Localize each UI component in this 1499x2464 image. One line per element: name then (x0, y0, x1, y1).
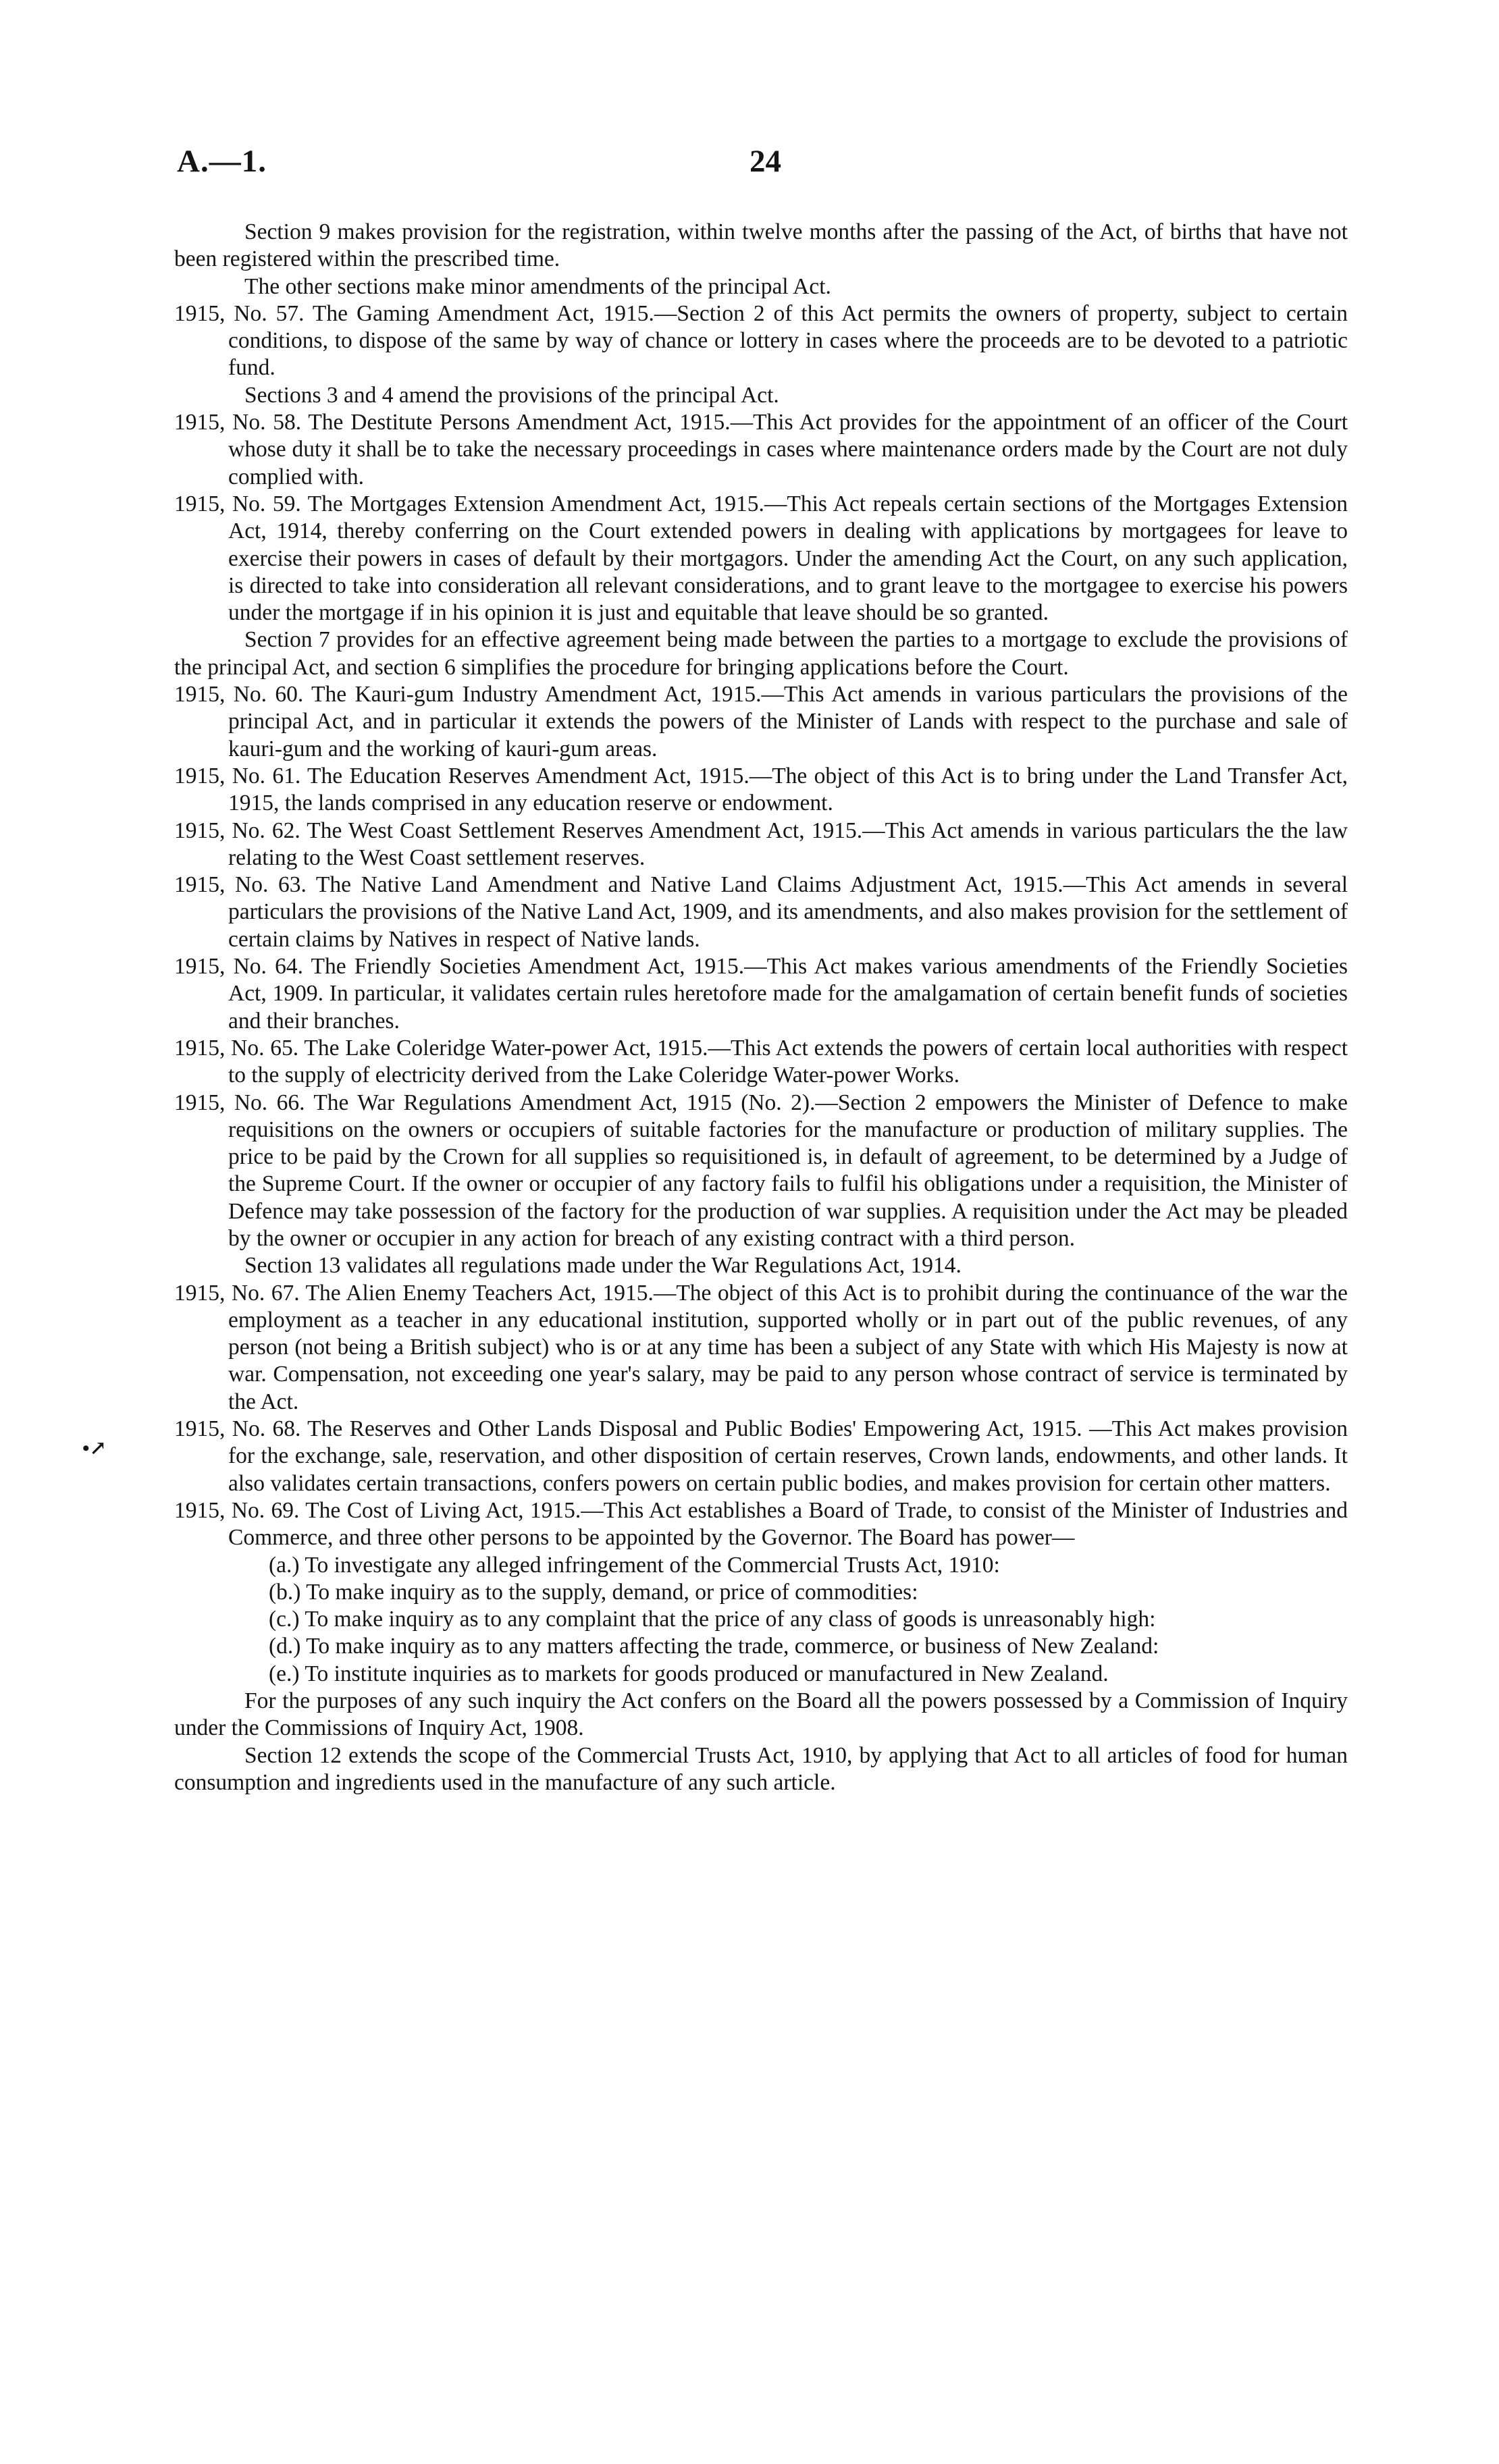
list-item: (d.) To make inquiry as to any matters affecting the trade, commerce, or business of New Zealand: (269, 1634, 1159, 1659)
series-label: A.—1. (177, 144, 267, 179)
margin-mark: •↗ (82, 1437, 107, 1459)
act-entry-62: 1915, No. 62. The West Coast Settlement Reserves Amendment Act, 1915.—This Act amends in various particulars the the law relating to the West Coast settlement reserves. (174, 818, 1348, 870)
act-entry-60: 1915, No. 60. The Kauri-gum Industry Amendment Act, 1915.—This Act amends in various particulars the provisions of the principal Act, and in particular it extends the powers of the Minister of Lands with respect to the purchase and sale of kauri-gum and the working of kauri-gum areas. (174, 682, 1348, 761)
paragraph-other-sections: The other sections make minor amendments of the principal Act. (244, 273, 831, 299)
list-item: (e.) To institute inquiries as to markets for goods produced or manufactured in New Zealand. (269, 1661, 1109, 1686)
page-number: 24 (750, 144, 781, 179)
act-entry-67: 1915, No. 67. The Alien Enemy Teachers Act, 1915.—The object of this Act is to prohibit during the continuance of the war the employment as a teacher in any educational institution, supported wholly or in part out of the public revenues, of any person (not being a British subject) who is or at any time has been a subject of any State with which His Majesty is now at war. Compensation, not exceeding one year's salary, may be paid to any person whose contract of service is terminated by the Act. (174, 1280, 1348, 1414)
paragraph-act-66-section-13: Section 13 validates all regulations made under the War Regulations Act, 1914. (244, 1253, 962, 1279)
act-entry-58: 1915, No. 58. The Destitute Persons Amendment Act, 1915.—This Act provides for the appointment of an officer of the Court whose duty it shall be to take the necessary proceedings in cases where maintenance orders made by the Court are not duly complied with. (174, 410, 1348, 489)
list-item: (c.) To make inquiry as to any complaint that the price of any class of goods is unreasonably high: (269, 1607, 1156, 1632)
paragraph-act-59-section-7: Section 7 provides for an effective agreement being made between the parties to a mortgage to exclude the provisions of the principal Act, and section 6 simplifies the procedure for bringing applications before the Court. (174, 627, 1348, 680)
act-entry-66: 1915, No. 66. The War Regulations Amendment Act, 1915 (No. 2).—Section 2 empowers the Minister of Defence to make requisitions on the owners or occupiers of suitable factories for the manufacture or production of military supplies. The price to be paid by the Crown for all supplies so requisitioned is, in default of agreement, to be determined by a Judge of the Supreme Court. If the owner or occupier of any factory fails to fulfil his obligations under a requisition, the Minister of Defence may take possession of the factory for the production of war supplies. A requisition under the Act may be pleaded by the owner or occupier in any action for breach of any existing contract with a third person. (174, 1090, 1348, 1251)
paragraph-act-57-sections: Sections 3 and 4 amend the provisions of the principal Act. (244, 382, 779, 408)
board-powers-list (174, 1552, 1348, 1688)
list-item: (b.) To make inquiry as to the supply, demand, or price of commodities: (269, 1579, 918, 1605)
act-entry-63: 1915, No. 63. The Native Land Amendment and Native Land Claims Adjustment Act, 1915.—This Act amends in several particulars the provisions of the Native Land Act, 1909, and its amendments, and also makes provision for the settlement of certain claims by Natives in respect of Native lands. (174, 872, 1348, 952)
page-header (177, 143, 1499, 184)
act-entry-65: 1915, No. 65. The Lake Coleridge Water-power Act, 1915.—This Act extends the powers of certain local authorities with respect to the supply of electricity derived from the Lake Coleridge Water-power Works. (174, 1035, 1348, 1088)
act-entry-59: 1915, No. 59. The Mortgages Extension Amendment Act, 1915.—This Act repeals certain sections of the Mortgages Extension Act, 1914, thereby conferring on the Court extended powers in dealing with applications by mortgagees for leave to exercise their powers in cases of default by their mortgagors. Under the amending Act the Court, on any such application, is directed to take into consideration all relevant considerations, and to grant leave to the mortgagee to exercise his powers under the mortgage if in his opinion it is just and equitable that leave should be so granted. (174, 491, 1348, 626)
act-entry-68: 1915, No. 68. The Reserves and Other Lands Disposal and Public Bodies' Empowering Act, 1915. —This Act makes provision for the exchange, sale, reservation, and other disposition of certain reserves, Crown lands, endowments, and other lands. It also validates certain transactions, confers powers on certain public bodies, and makes provision for certain other matters. (174, 1416, 1348, 1496)
paragraph-act-69-section-12: Section 12 extends the scope of the Commercial Trusts Act, 1910, by applying that Act to all articles of food for human consumption and ingredients used in the manufacture of any such article. (174, 1742, 1348, 1795)
paragraph-act-69-purposes: For the purposes of any such inquiry the Act confers on the Board all the powers possessed by a Commission of Inquiry under the Commissions of Inquiry Act, 1908. (174, 1688, 1348, 1741)
act-entry-61: 1915, No. 61. The Education Reserves Amendment Act, 1915.—The object of this Act is to bring under the Land Transfer Act, 1915, the lands comprised in any education reserve or endowment. (174, 763, 1348, 816)
act-entry-69: 1915, No. 69. The Cost of Living Act, 1915.—This Act establishes a Board of Trade, to consist of the Minister of Industries and Commerce, and three other persons to be appointed by the Governor. The Board has power— (174, 1497, 1348, 1551)
paragraph-section-9: Section 9 makes provision for the registration, within twelve months after the passing of the Act, of births that have not been registered within the prescribed time. (174, 219, 1348, 272)
act-entry-57: 1915, No. 57. The Gaming Amendment Act, 1915.—Section 2 of this Act permits the owners of property, subject to certain conditions, to dispose of the same by way of chance or lottery in cases where the proceeds are to be devoted to a patriotic fund. (174, 300, 1348, 381)
list-item: (a.) To investigate any alleged infringement of the Commercial Trusts Act, 1910: (269, 1552, 1000, 1578)
document-body (174, 219, 1348, 1796)
act-entry-64: 1915, No. 64. The Friendly Societies Amendment Act, 1915.—This Act makes various amendments of the Friendly Societies Act, 1909. In particular, it validates certain rules heretofore made for the amalgamation of certain benefit funds of societies and their branches. (174, 954, 1348, 1034)
